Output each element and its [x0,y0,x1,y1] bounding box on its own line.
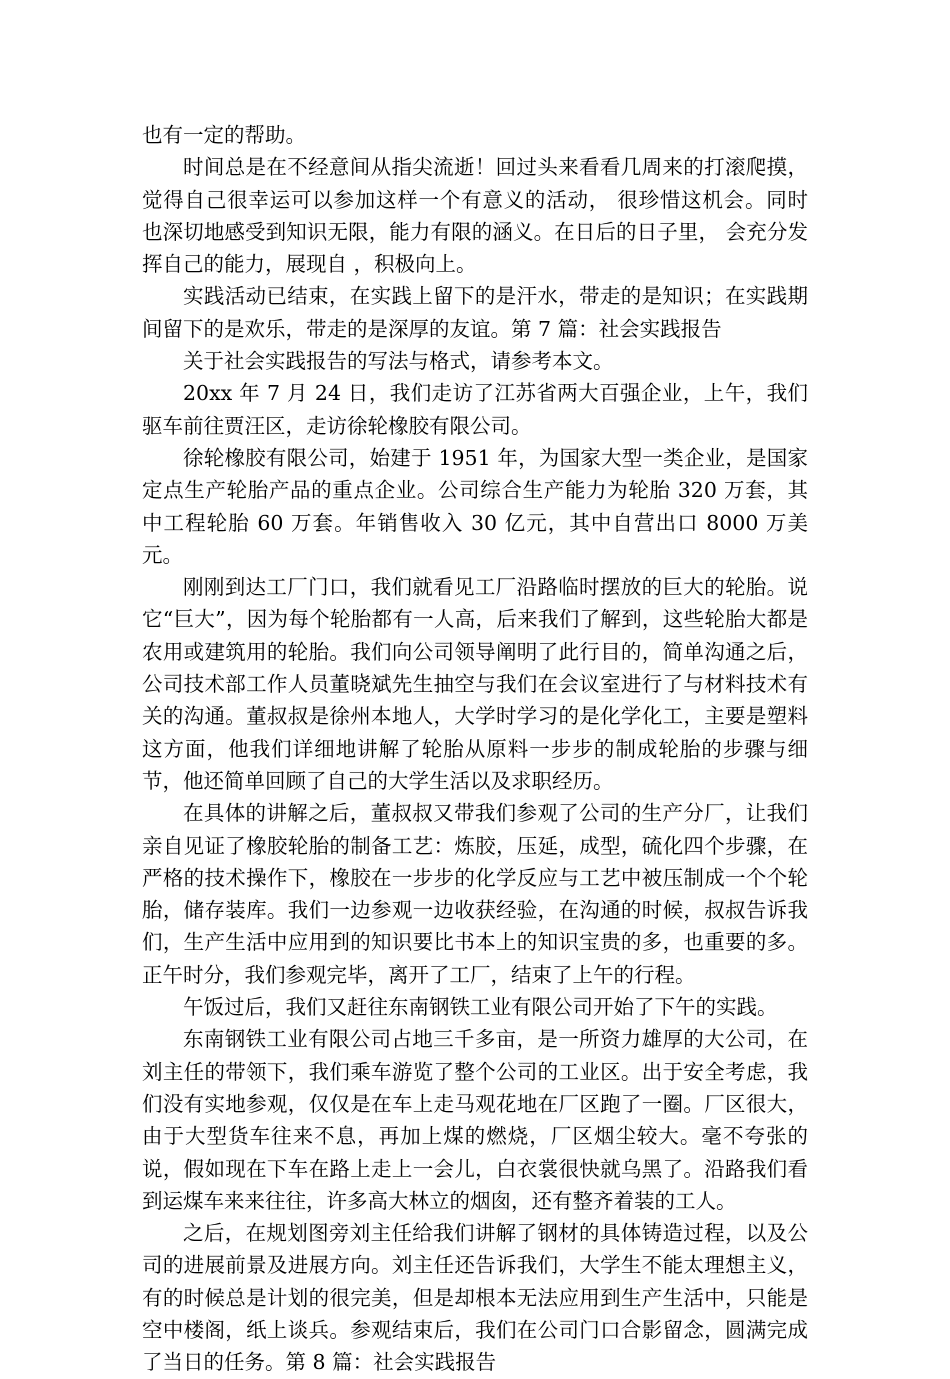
paragraph-6: 徐轮橡胶有限公司，始建于 1951 年，为国家大型一类企业，是国家定点生产轮胎产品的重点企业。公司综合生产能力为轮胎 320 万套，其中工程轮胎 60 万套。年销售收入 30 亿元，其中自营出口 8000 万美元。 [142,445,808,567]
paragraph-10: 东南钢铁工业有限公司占地三千多亩，是一所资力雄厚的大公司，在刘主任的带领下，我们乘车游览了整个公司的工业区。出于安全考虑，我们没有实地参观，仅仅是在车上走马观花地在厂区跑了一圈。厂区很大，由于大型货车往来不息，再加上煤的燃烧，厂区烟尘较大。毫不夸张的说，假如现在下车在路上走上一会儿，白衣裳很快就乌黑了。沿路我们看到运煤车来来往往，许多高大林立的烟囱，还有整齐着装的工人。 [142,1027,808,1213]
paragraph-2: 时间总是在不经意间从指尖流逝！回过头来看看几周来的打滚爬摸， 觉得自己很幸运可以参加这样一个有意义的活动， 很珍惜这机会。同时 也深切地感受到知识无限，能力有限的涵义。在日后的日子里， 会充分发挥自己的能力，展现自 ，积极向上。 [142,155,808,277]
paragraph-8: 在具体的讲解之后，董叔叔又带我们参观了公司的生产分厂，让我们亲自见证了橡胶轮胎的制备工艺：炼胶，压延，成型，硫化四个步骤，在严格的技术操作下，橡胶在一步步的化学反应与工艺中被压制成一个个轮胎，储存装库。我们一边参观一边收获经验，在沟通的时候，叔叔告诉我们，生产生活中应用到的知识要比书本上的知识宝贵的多，也重要的多。正午时分，我们参观完毕，离开了工厂，结束了上午的行程。 [142,801,808,987]
paragraph-5: 20xx 年 7 月 24 日，我们走访了江苏省两大百强企业，上午，我们驱车前往贾汪区，走访徐轮橡胶有限公司。 [142,381,808,438]
paragraph-1: 也有一定的帮助。 [142,123,306,147]
paragraph-7: 刚刚到达工厂门口，我们就看见工厂沿路临时摆放的巨大的轮胎。说它“巨大”，因为每个轮胎都有一人高，后来我们了解到，这些轮胎大都是农用或建筑用的轮胎。我们向公司领导阐明了此行目的，简单沟通之后，公司技术部工作人员董晓斌先生抽空与我们在会议室进行了与材料技术有关的沟通。董叔叔是徐州本地人，大学时学习的是化学化工，主要是塑料这方面，他我们详细地讲解了轮胎从原料一步步的制成轮胎的步骤与细节，他还简单回顾了自己的大学生活以及求职经历。 [142,575,808,793]
document-page [142,119,808,1379]
paragraph-4: 关于社会实践报告的写法与格式，请参考本文。 [183,349,614,374]
paragraph-3: 实践活动已结束，在实践上留下的是汗水，带走的是知识；在实践期间留下的是欢乐，带走的是深厚的友谊。第 7 篇：社会实践报告 [142,284,808,341]
paragraph-11: 之后，在规划图旁刘主任给我们讲解了钢材的具体铸造过程，以及公司的进展前景及进展方向。刘主任还告诉我们，大学生不能太理想主义，有的时候总是计划的很完美，但是却根本无法应用到生产生活中，只能是空中楼阁，纸上谈兵。参观结束后，我们在公司门口合影留念，圆满完成了当日的任务。第 8 篇：社会实践报告 [142,1221,808,1375]
paragraph-9: 午饭过后，我们又赶往东南钢铁工业有限公司开始了下午的实践。 [183,995,778,1020]
